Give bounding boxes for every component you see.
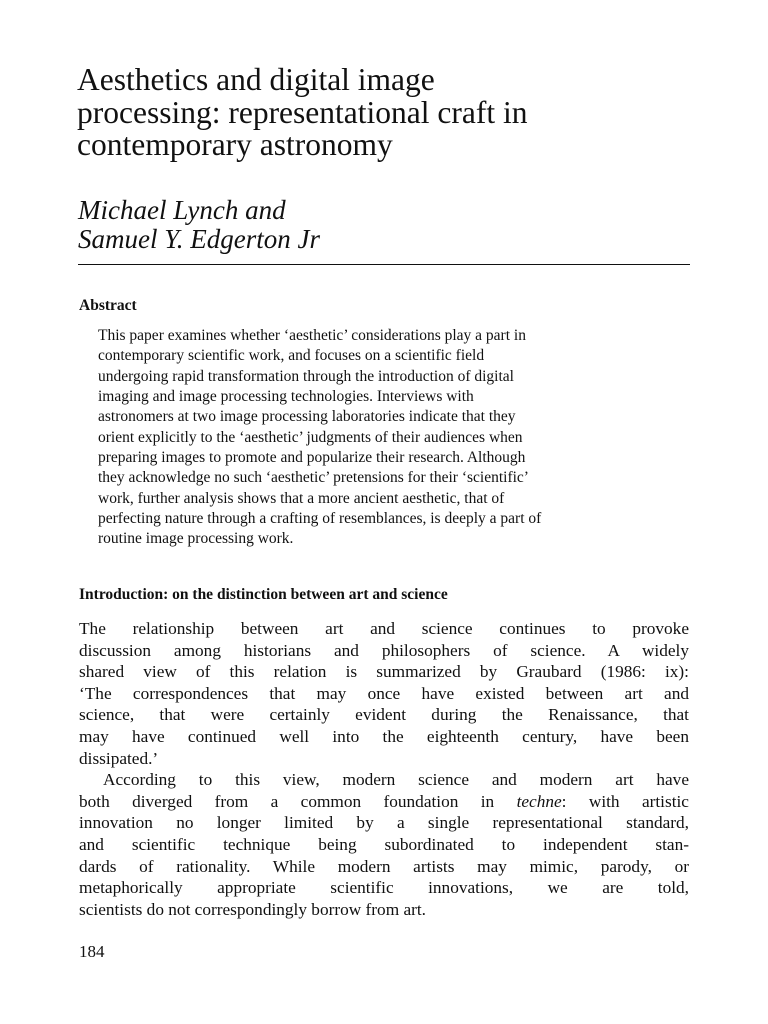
body-line: scientists do not correspondingly borrow from art. <box>79 899 427 919</box>
abstract-line: preparing images to promote and popularize their research. Although <box>98 449 526 467</box>
body-line: ‘The correspondences that may once have existed between art and <box>79 683 689 703</box>
abstract-line: perfecting nature through a crafting of resemblances, is deeply a part of <box>98 510 542 528</box>
body-line: and scientific technique being subordinated to independent stan- <box>79 834 689 854</box>
paper-title <box>77 64 717 162</box>
emphasis-techne: techne <box>516 791 562 811</box>
abstract-line: work, further analysis shows that a more ancient aesthetic, that of <box>98 489 505 507</box>
body-line: innovation no longer limited by a single representational standard, <box>79 813 689 833</box>
body-line: According to this view, modern science and modern art have <box>103 770 689 790</box>
body-line: science, that were certainly evident during the Renaissance, that <box>79 705 689 725</box>
body-line <box>79 791 689 813</box>
abstract-line: This paper examines whether ‘aesthetic’ considerations play a part in <box>98 327 526 344</box>
author-line: Samuel Y. Edgerton Jr <box>78 224 320 254</box>
body-line: dards of rationality. While modern artists may mimic, parody, or <box>79 856 689 876</box>
body-line: may have continued well into the eighteenth century, have been <box>79 726 689 746</box>
title-line: contemporary astronomy <box>77 127 393 162</box>
abstract-line: contemporary scientific work, and focuses on a scientific field <box>98 347 485 365</box>
abstract-line: orient explicitly to the ‘aesthetic’ judgments of their audiences when <box>98 428 523 446</box>
abstract-heading: Abstract <box>79 297 137 314</box>
abstract-text <box>98 326 698 550</box>
body-text <box>79 618 689 920</box>
section-heading: Introduction: on the distinction between art and science <box>79 586 448 603</box>
page-number: 184 <box>79 942 105 961</box>
paper-authors <box>78 196 698 254</box>
body-line: discussion among historians and philosophers of science. A widely <box>79 640 689 660</box>
body-text-run: both diverged from a common foundation in <box>79 791 517 811</box>
body-line: metaphorically appropriate scientific innovations, we are told, <box>79 878 689 898</box>
author-line: Michael Lynch and <box>78 195 286 225</box>
body-line: dissipated.’ <box>79 748 159 768</box>
body-line: shared view of this relation is summarized by Graubard (1986: ix): <box>79 662 689 682</box>
title-divider <box>78 264 690 265</box>
body-line: The relationship between art and science continues to provoke <box>79 619 689 638</box>
title-line: Aesthetics and digital image <box>77 62 435 97</box>
abstract-line: routine image processing work. <box>98 530 294 548</box>
abstract-line: undergoing rapid transformation through the introduction of digital <box>98 367 514 385</box>
abstract-line: they acknowledge no such ‘aesthetic’ pretensions for their ‘scientific’ <box>98 469 529 487</box>
title-line: processing: representational craft in <box>77 94 528 130</box>
abstract-line: imaging and image processing technologies. Interviews with <box>98 388 474 406</box>
abstract-line: astronomers at two image processing laboratories indicate that they <box>98 408 516 426</box>
body-text-run: : with artistic <box>561 791 689 811</box>
